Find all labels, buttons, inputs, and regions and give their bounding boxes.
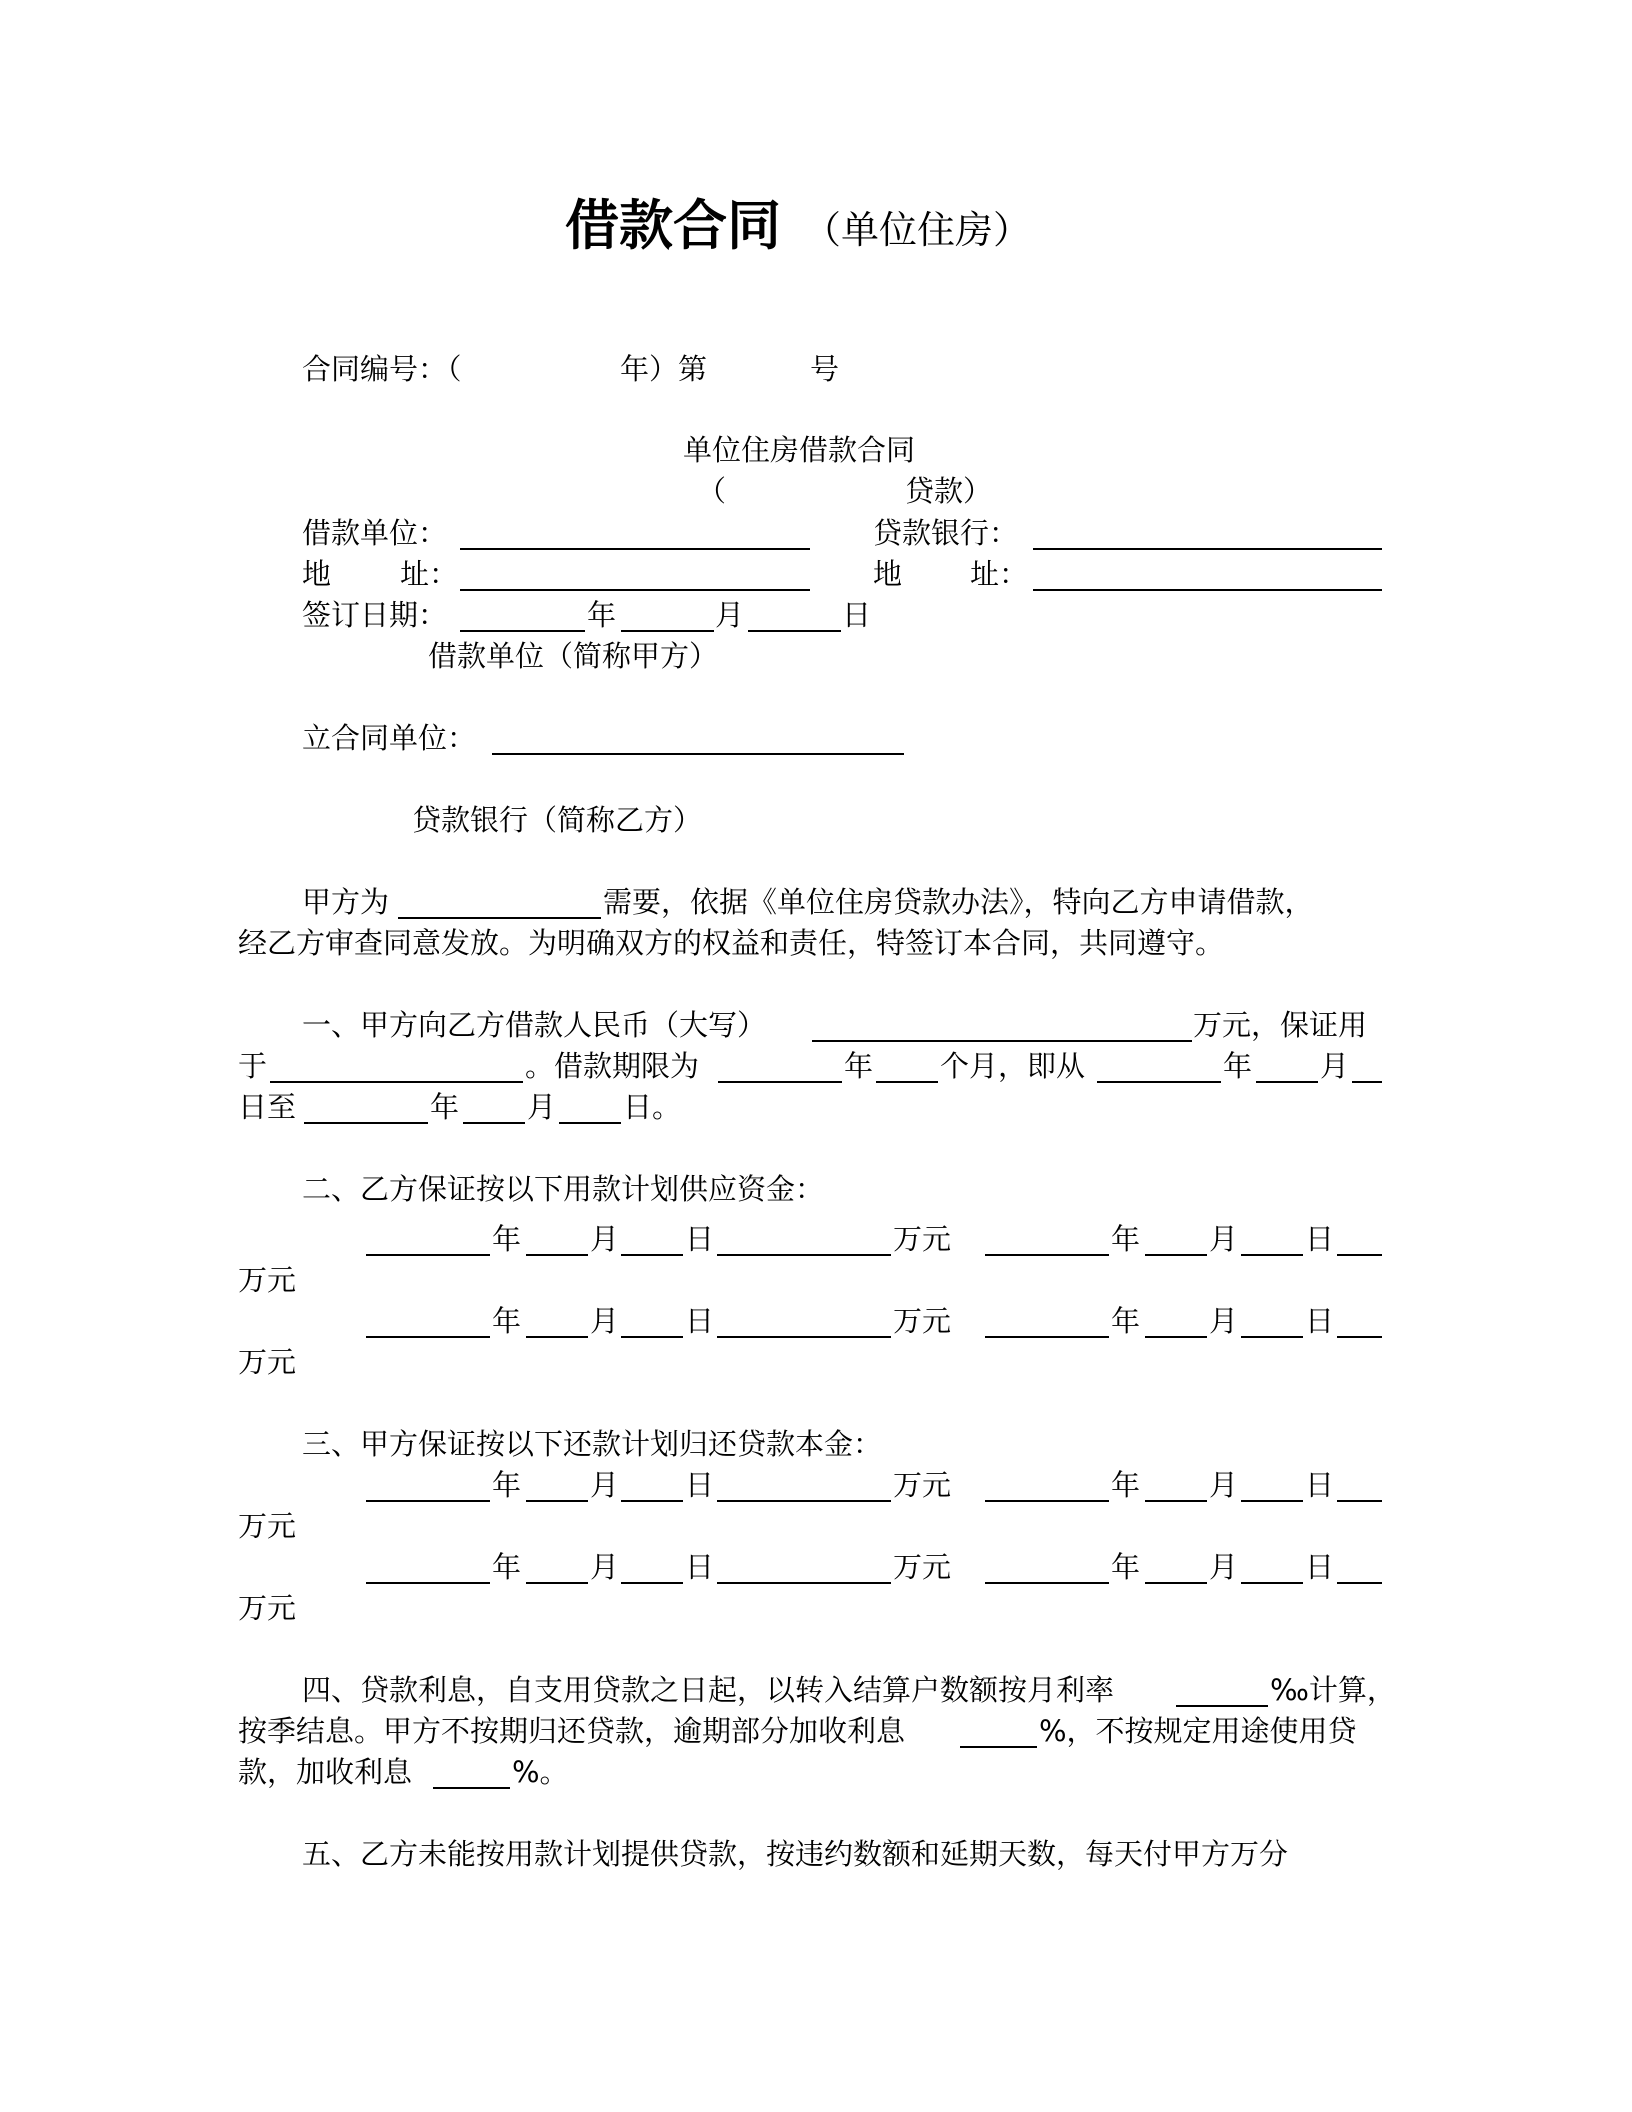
party-a-note: 借款单位（简称甲方）: [428, 639, 719, 673]
party-b-note: 贷款银行（简称乙方）: [412, 803, 703, 837]
end-month-field[interactable]: [463, 1122, 525, 1124]
intro-text-line2: 经乙方审查同意发放。为明确双方的权益和责任，特签订本合同，共同遵守。: [238, 926, 1225, 960]
repay-2b-day-field[interactable]: [1241, 1582, 1303, 1584]
supply-2b-amount-field[interactable]: [1337, 1336, 1382, 1338]
monthly-rate-field[interactable]: [1176, 1705, 1268, 1707]
schedule-month-label: 月: [590, 1468, 620, 1502]
clause1-year-label: 年: [844, 1049, 874, 1083]
schedule-year-label: 年: [492, 1222, 522, 1256]
supply-2b-month-field[interactable]: [1145, 1336, 1207, 1338]
borrower-field[interactable]: [460, 548, 810, 550]
document-title: 借款合同: [565, 194, 781, 257]
clause1-end-month-label: 月: [527, 1090, 557, 1124]
supply-2a-month-field[interactable]: [526, 1336, 588, 1338]
borrower-address-label-1: 地: [302, 557, 332, 591]
schedule-year-label: 年: [492, 1550, 522, 1584]
supply-2b-day-field[interactable]: [1241, 1336, 1303, 1338]
clause1-term-label: 。借款期限为: [525, 1049, 700, 1083]
start-day-field-part[interactable]: [1352, 1081, 1382, 1083]
clause3-heading: 三、甲方保证按以下还款计划归还贷款本金：: [302, 1427, 883, 1461]
clause1-start-year-label: 年: [1223, 1049, 1253, 1083]
schedule-day-label: 日: [1305, 1468, 1335, 1502]
start-month-field[interactable]: [1256, 1081, 1318, 1083]
supply-1a-day-field[interactable]: [621, 1254, 683, 1256]
schedule-unit-label: 万元: [238, 1345, 297, 1379]
clause1-start-month-label: 月: [1320, 1049, 1350, 1083]
bank-address-field[interactable]: [1033, 589, 1382, 591]
repay-1a-year-field[interactable]: [366, 1500, 490, 1502]
supply-2a-amount-field[interactable]: [717, 1336, 891, 1338]
supply-1b-day-field[interactable]: [1241, 1254, 1303, 1256]
clause1-line1-start: 一、甲方向乙方借款人民币（大写）: [302, 1008, 767, 1042]
schedule-month-label: 月: [1209, 1304, 1239, 1338]
clause1-line2-start: 于: [238, 1049, 268, 1083]
schedule-month-label: 月: [590, 1550, 620, 1584]
schedule-unit-label: 万元: [893, 1304, 952, 1338]
supply-1a-month-field[interactable]: [526, 1254, 588, 1256]
schedule-year-label: 年: [1111, 1304, 1141, 1338]
borrower-label: 借款单位：: [302, 516, 448, 550]
clause1-end-year-label: 年: [430, 1090, 460, 1124]
repay-2b-month-field[interactable]: [1145, 1582, 1207, 1584]
schedule-year-label: 年: [1111, 1222, 1141, 1256]
intro-text-cont: 需要，依据《单位住房贷款办法》，特向乙方申请借款，: [603, 885, 1314, 919]
schedule-year-label: 年: [1111, 1468, 1141, 1502]
borrower-address-field[interactable]: [460, 589, 810, 591]
supply-2a-year-field[interactable]: [366, 1336, 490, 1338]
bank-address-label-1: 地: [873, 557, 903, 591]
contract-number-label: 合同编号：（: [302, 352, 462, 386]
schedule-year-label: 年: [1111, 1550, 1141, 1584]
signing-year-field[interactable]: [460, 630, 585, 632]
supply-1b-amount-field[interactable]: [1337, 1254, 1382, 1256]
supply-1a-year-field[interactable]: [366, 1254, 490, 1256]
signing-month-label: 月: [715, 598, 745, 632]
clause1-line3-start: 日至: [238, 1090, 297, 1124]
supply-2b-year-field[interactable]: [985, 1336, 1109, 1338]
supply-2a-day-field[interactable]: [621, 1336, 683, 1338]
repay-1a-amount-field[interactable]: [717, 1500, 891, 1502]
schedule-month-label: 月: [1209, 1550, 1239, 1584]
schedule-month-label: 月: [590, 1222, 620, 1256]
overdue-rate-field[interactable]: [960, 1746, 1037, 1748]
supply-1b-year-field[interactable]: [985, 1254, 1109, 1256]
schedule-unit-label: 万元: [238, 1509, 297, 1543]
term-years-field[interactable]: [718, 1081, 842, 1083]
repay-2a-year-field[interactable]: [366, 1582, 490, 1584]
purpose-field[interactable]: [398, 917, 601, 919]
signing-month-field[interactable]: [621, 630, 714, 632]
schedule-day-label: 日: [1305, 1550, 1335, 1584]
schedule-day-label: 日: [1305, 1304, 1335, 1338]
bank-address-label-2: 址：: [970, 557, 1029, 591]
repay-2b-amount-field[interactable]: [1337, 1582, 1382, 1584]
schedule-unit-label: 万元: [238, 1591, 297, 1625]
supply-1a-amount-field[interactable]: [717, 1254, 891, 1256]
clause5-line1: 五、乙方未能按用款计划提供贷款，按违约数额和延期天数，每天付甲方万分: [302, 1837, 1289, 1871]
clause4-line2-start: 按季结息。甲方不按期归还贷款，逾期部分加收利息: [238, 1714, 906, 1748]
loan-type-open: （: [697, 474, 727, 508]
contract-number-year: 年）第: [620, 352, 708, 386]
clause1-from-label: 个月，即从: [940, 1049, 1086, 1083]
schedule-unit-label: 万元: [893, 1550, 952, 1584]
schedule-month-label: 月: [1209, 1222, 1239, 1256]
loan-use-field[interactable]: [270, 1081, 523, 1083]
schedule-day-label: 日: [685, 1304, 715, 1338]
schedule-month-label: 月: [1209, 1468, 1239, 1502]
schedule-unit-label: 万元: [893, 1468, 952, 1502]
signing-year-label: 年: [587, 598, 617, 632]
repay-1b-day-field[interactable]: [1241, 1500, 1303, 1502]
supply-1b-month-field[interactable]: [1145, 1254, 1207, 1256]
clause4-line1-start: 四、贷款利息，自支用贷款之日起，以转入结算户数额按月利率: [302, 1673, 1115, 1707]
schedule-month-label: 月: [590, 1304, 620, 1338]
loan-type-close: 贷款）: [905, 474, 993, 508]
repay-2a-day-field[interactable]: [621, 1582, 683, 1584]
establishing-unit-label: 立合同单位：: [302, 721, 477, 755]
schedule-day-label: 日: [685, 1468, 715, 1502]
repay-2a-amount-field[interactable]: [717, 1582, 891, 1584]
repay-2a-month-field[interactable]: [526, 1582, 588, 1584]
bank-label: 贷款银行：: [873, 516, 1019, 550]
clause4-line3-start: 款，加收利息: [238, 1755, 413, 1789]
schedule-day-label: 日: [685, 1222, 715, 1256]
intro-text-start: 甲方为: [302, 885, 390, 919]
repay-1b-month-field[interactable]: [1145, 1500, 1207, 1502]
clause2-heading: 二、乙方保证按以下用款计划供应资金：: [302, 1172, 825, 1206]
clause1-end-day-label: 日。: [623, 1090, 682, 1124]
clause4-line1-end: ‰计算，: [1270, 1673, 1396, 1707]
clause4-line3-end: %。: [512, 1755, 569, 1789]
signing-day-label: 日: [842, 598, 872, 632]
schedule-unit-label: 万元: [238, 1263, 297, 1297]
repay-1a-month-field[interactable]: [526, 1500, 588, 1502]
repay-2b-year-field[interactable]: [985, 1582, 1109, 1584]
signing-date-label: 签订日期：: [302, 598, 448, 632]
end-year-field[interactable]: [304, 1122, 428, 1124]
contract-subtitle: 单位住房借款合同: [683, 433, 916, 467]
contract-number-suffix: 号: [810, 352, 840, 386]
bank-field[interactable]: [1033, 548, 1382, 550]
clause1-line1-end: 万元，保证用: [1193, 1008, 1368, 1042]
term-months-field[interactable]: [876, 1081, 938, 1083]
schedule-unit-label: 万元: [893, 1222, 952, 1256]
misuse-rate-field[interactable]: [433, 1787, 510, 1789]
document-title-subtitle: （单位住房）: [803, 208, 1032, 252]
start-year-field[interactable]: [1097, 1081, 1221, 1083]
borrower-address-label-2: 址：: [400, 557, 459, 591]
repay-1b-year-field[interactable]: [985, 1500, 1109, 1502]
schedule-day-label: 日: [1305, 1222, 1335, 1256]
schedule-year-label: 年: [492, 1304, 522, 1338]
repay-1a-day-field[interactable]: [621, 1500, 683, 1502]
end-day-field[interactable]: [559, 1122, 621, 1124]
signing-day-field[interactable]: [748, 630, 841, 632]
repay-1b-amount-field[interactable]: [1337, 1500, 1382, 1502]
schedule-day-label: 日: [685, 1550, 715, 1584]
clause4-line2-end: %，不按规定用途使用贷: [1039, 1714, 1357, 1748]
schedule-year-label: 年: [492, 1468, 522, 1502]
establishing-unit-field[interactable]: [492, 753, 904, 755]
loan-amount-field[interactable]: [812, 1040, 1192, 1042]
